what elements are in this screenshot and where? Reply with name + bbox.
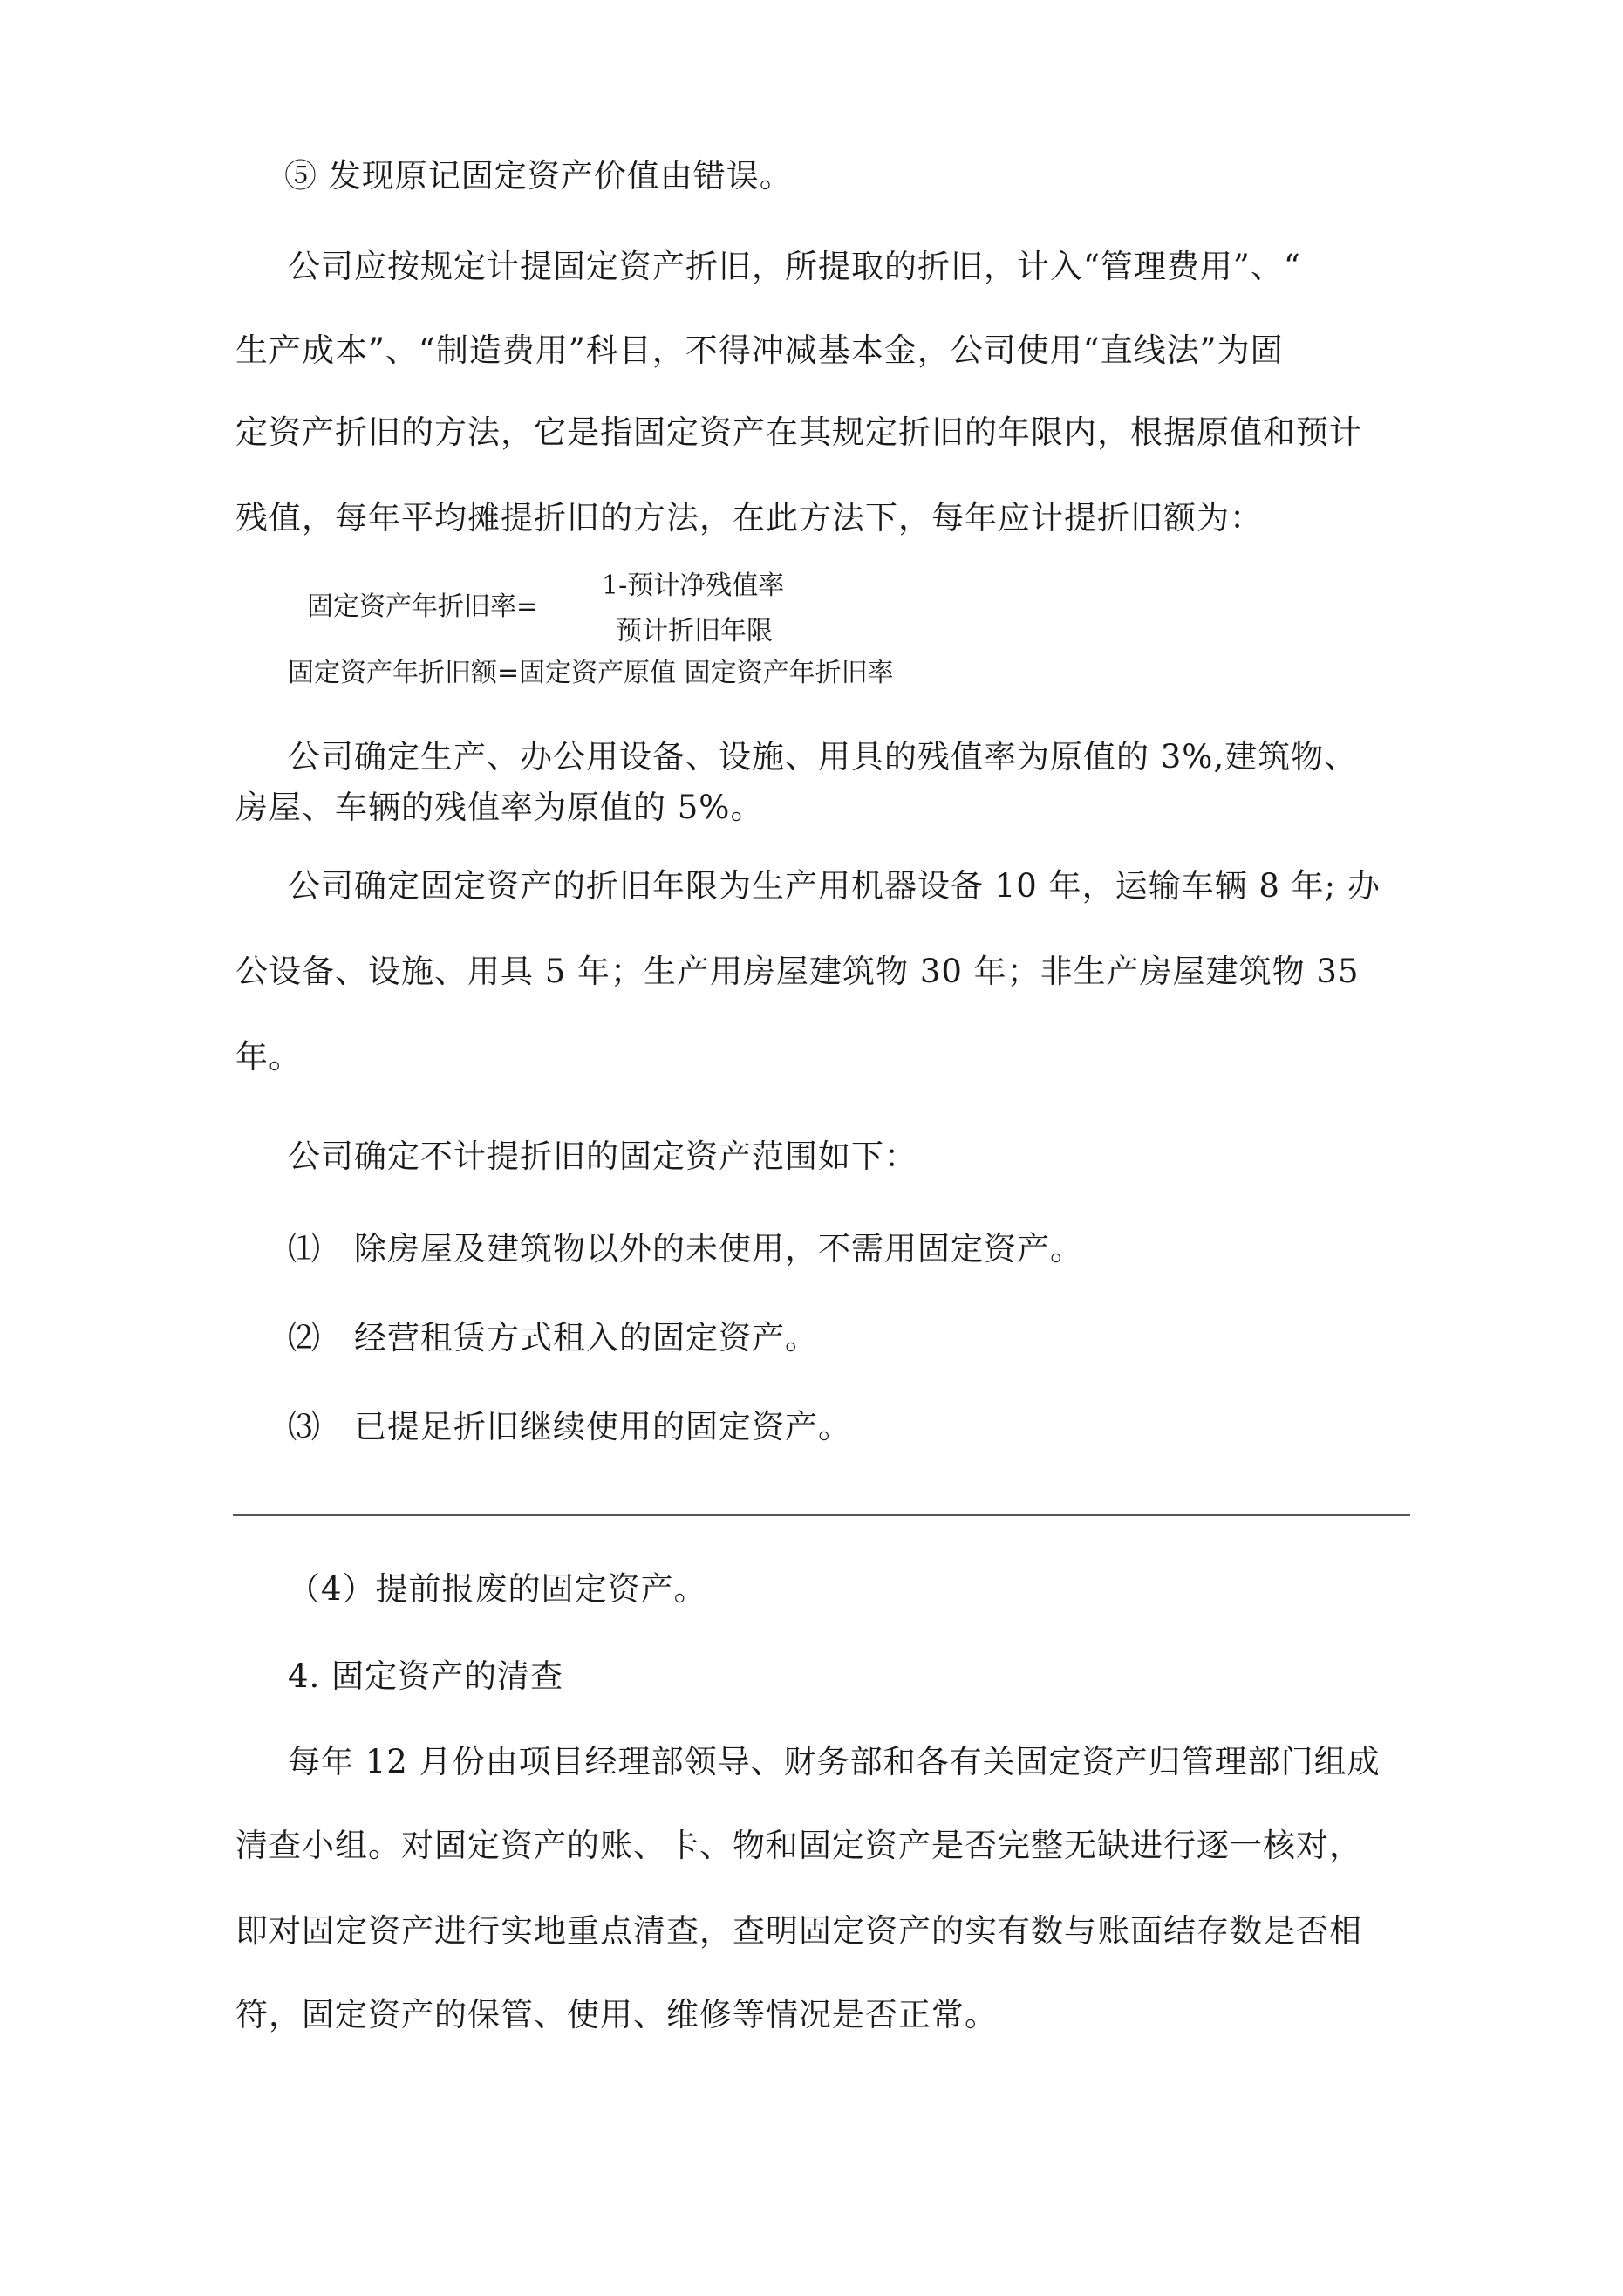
paragraph-line: 每年 12 月份由项目经理部领导、财务部和各有关固定资产归管理部门组成 [288,1743,1381,1780]
formula-amount: 固定资产年折旧额=固定资产原值 固定资产年折旧率 [288,658,894,688]
paragraph-line: 清查小组。对固定资产的账、卡、物和固定资产是否完整无缺进行逐一核对， [235,1827,1362,1864]
paragraph-line: 公设备、设施、用具 5 年；生产用房屋建筑物 30 年；非生产房屋建筑物 35 [235,953,1360,990]
paragraph-line: 即对固定资产进行实地重点清查，查明固定资产的实有数与账面结存数是否相 [235,1912,1362,1950]
paragraph-line: 定资产折旧的方法，它是指固定资产在其规定折旧的年限内，根据原值和预计 [235,413,1362,451]
paragraph-line: 公司应按规定计提固定资产折旧，所提取的折旧，计入“管理费用”、“ [288,248,1301,285]
list-item: ⑵ 经营租赁方式租入的固定资产。 [288,1319,818,1356]
formula-numerator: 1-预计净残值率 [602,571,785,601]
list-item: ⑶ 已提足折旧继续使用的固定资产。 [288,1408,851,1445]
list-item: ⑴ 除房屋及建筑物以外的未使用，不需用固定资产。 [288,1230,1083,1268]
formula-denominator: 预计折旧年限 [616,616,773,646]
paragraph-line: 房屋、车辆的残值率为原值的 5%。 [235,789,764,826]
formula-rate-label: 固定资产年折旧率= [307,591,539,622]
paragraph-line: 公司确定生产、办公用设备、设施、用具的残值率为原值的 3%,建筑物、 [288,738,1358,776]
page-divider [233,1514,1410,1516]
paragraph-line: 年。 [235,1038,302,1076]
section-heading: 4. 固定资产的清查 [288,1657,564,1695]
list-item-5: ⑤ 发现原记固定资产价值由错误。 [284,157,793,195]
paragraph-line: 残值，每年平均摊提折旧的方法，在此方法下，每年应计提折旧额为： [235,499,1263,536]
paragraph-line: 公司确定固定资产的折旧年限为生产用机器设备 10 年，运输车辆 8 年; 办 [288,867,1381,905]
paragraph-line: 生产成本”、“制造费用”科目，不得冲减基本金，公司使用“直线法”为固 [235,331,1284,369]
paragraph-line: 公司确定不计提折旧的固定资产范围如下： [288,1138,917,1175]
paragraph-line: 符，固定资产的保管、使用、维修等情况是否正常。 [235,1996,998,2033]
list-item: （4）提前报废的固定资产。 [288,1570,707,1608]
